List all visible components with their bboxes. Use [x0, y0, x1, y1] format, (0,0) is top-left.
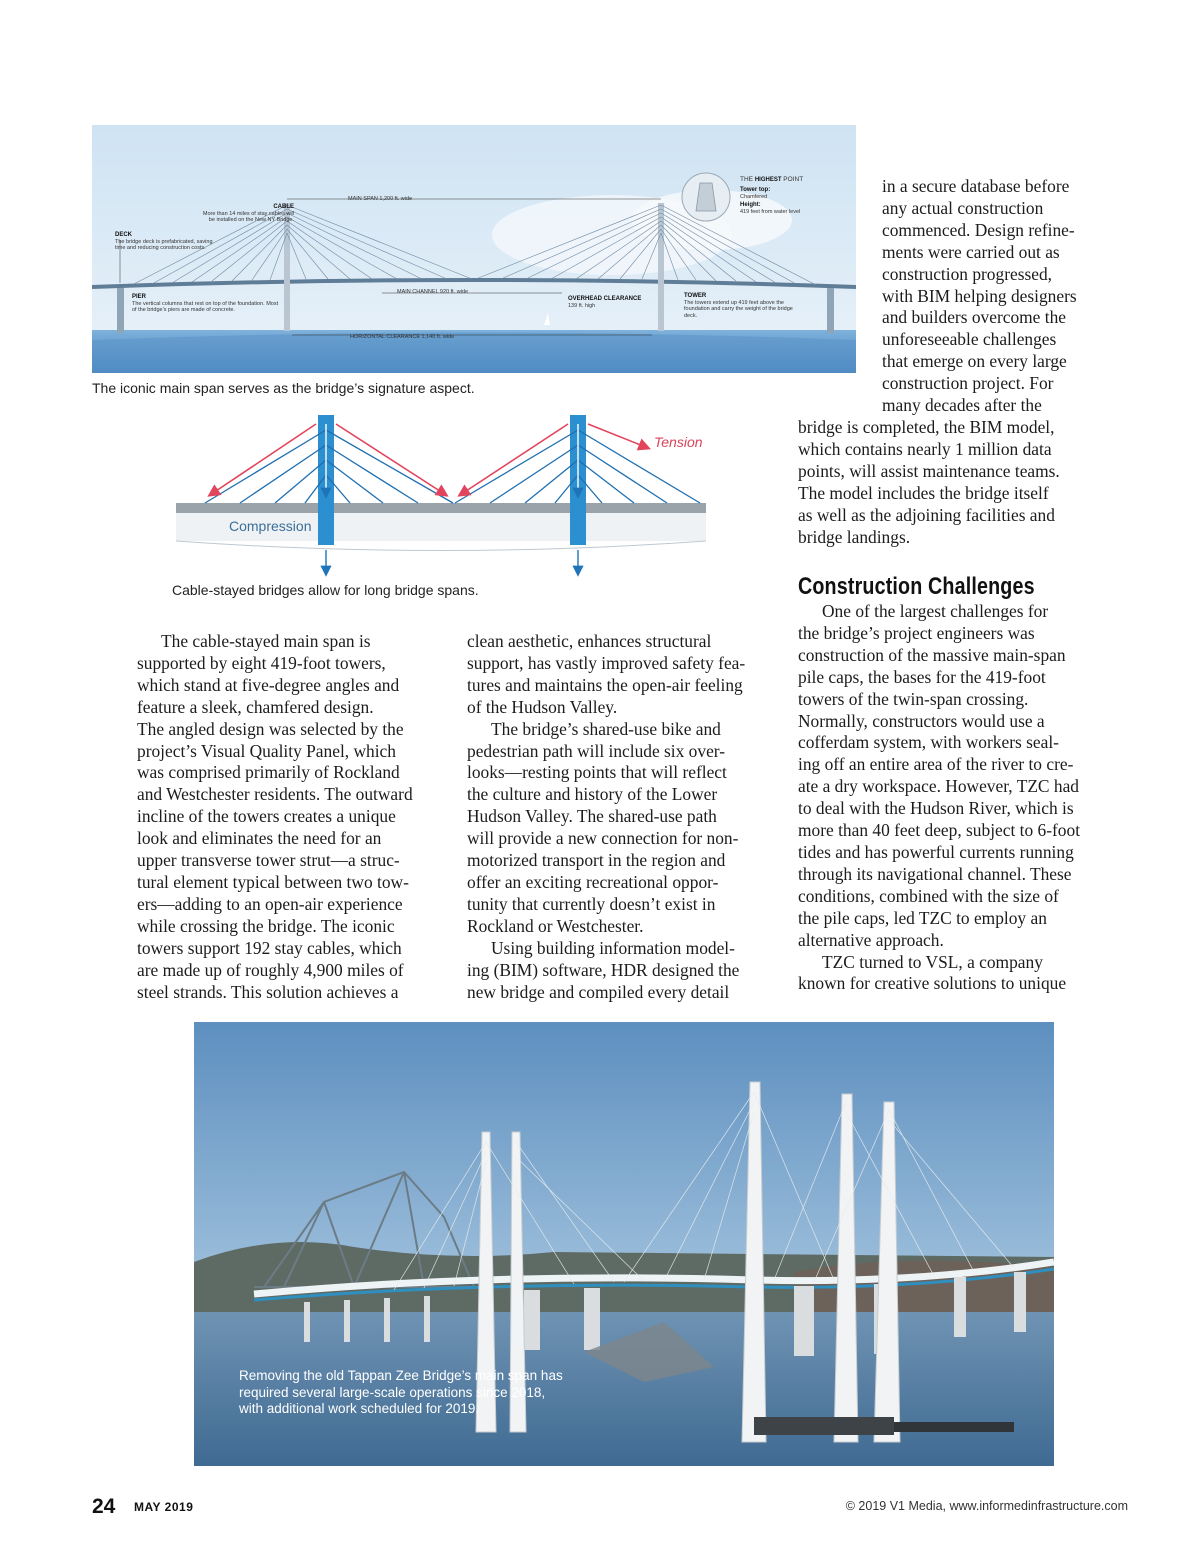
bridge-infographic	[92, 125, 856, 373]
tower-top-text: Chamfered	[740, 193, 768, 200]
text-line: unforeseeable challenges	[882, 329, 1057, 350]
tower-callout	[684, 293, 794, 319]
text-line: through its navigational channel. These	[798, 863, 1072, 884]
text-line: project’s Visual Quality Panel, which	[137, 740, 396, 761]
photo-caption-line: with additional work scheduled for 2019.	[239, 1401, 480, 1416]
text-line: many decades after the	[882, 395, 1042, 416]
text-line: tunity that currently doesn’t exist in	[467, 893, 716, 914]
text-line: alternative approach.	[798, 929, 944, 950]
tower-callout-text: The towers extend up 419 feet above the foundation and carry the weight of the bridge deck.	[684, 299, 793, 319]
figure2-caption: Cable-stayed bridges allow for long bridge spans.	[172, 582, 479, 598]
tower-top-title: Tower top:	[740, 187, 771, 193]
compression-label: Compression	[229, 518, 312, 534]
text-line: with BIM helping designers	[882, 285, 1077, 306]
col2-paragraph-3	[467, 938, 787, 1004]
section-heading: Construction Challenges	[798, 573, 1035, 600]
tension-label: Tension	[654, 434, 703, 450]
text-line: supported by eight 419-foot towers,	[137, 652, 386, 673]
text-line: pile caps, the bases for the 419-foot	[798, 666, 1046, 687]
height-title: Height:	[740, 202, 761, 208]
text-line: while crossing the bridge. The iconic	[137, 915, 395, 936]
text-line: commenced. Design refine-	[882, 219, 1075, 240]
text-line: construction of the massive main-span	[798, 644, 1066, 665]
text-line: ing (BIM) software, HDR designed the	[467, 959, 740, 980]
deck-callout	[115, 232, 219, 252]
text-line: Normally, constructors would use a	[798, 710, 1045, 731]
text-line: incline of the towers creates a unique	[137, 806, 396, 827]
height-text: 419 feet from water level	[740, 208, 801, 215]
text-line: any actual construction	[882, 197, 1044, 218]
text-line: One of the largest challenges for	[822, 601, 1049, 621]
text-line: bridge landings.	[798, 526, 911, 547]
pier-callout-text: The vertical columns that rest on top of the foundation. Most of the bridge’s piers are made of concrete.	[132, 300, 279, 313]
text-line: tural element typical between two tow-	[137, 871, 409, 892]
text-line: ers—adding to an open-air experience	[137, 893, 403, 914]
issue-date: MAY 2019	[134, 1500, 194, 1514]
col2-paragraph-1	[467, 631, 787, 719]
text-line: Hudson Valley. The shared-use path	[467, 806, 717, 827]
text-line: feature a sleek, chamfered design.	[137, 696, 374, 717]
col1-paragraph	[137, 631, 457, 1003]
deck-callout-title: DECK	[115, 232, 133, 238]
text-line: Using building information model-	[491, 937, 735, 958]
text-line: ments were carried out as	[882, 241, 1060, 262]
highest-point-callout	[740, 176, 850, 215]
text-line: ate a dry workspace. However, TZC had	[798, 776, 1079, 797]
text-line: The angled design was selected by the	[137, 718, 404, 739]
text-line: motorized transport in the region and	[467, 850, 726, 871]
text-line: construction progressed,	[882, 263, 1053, 284]
text-line: pedestrian path will include six over-	[467, 740, 726, 761]
horizontal-clearance-label: HORIZONTAL CLEARANCE 1,140 ft. wide	[350, 334, 455, 340]
tower-callout-title: TOWER	[684, 293, 707, 299]
column-2	[467, 631, 787, 1003]
text-line: new bridge and compiled every detail	[467, 981, 730, 1002]
column-3-top-wide	[798, 417, 1118, 548]
text-line: construction project. For	[882, 373, 1054, 394]
pier-callout	[132, 294, 282, 314]
overhead-clearance-callout	[568, 296, 658, 309]
text-line: ing off an entire area of the river to cre-	[798, 754, 1074, 775]
text-line: offer an exciting recreational oppor-	[467, 871, 719, 892]
text-line: cofferdam system, with workers seal-	[798, 732, 1059, 753]
text-line: Rockland or Westchester.	[467, 915, 644, 936]
text-line: was comprised primarily of Rockland	[137, 762, 400, 783]
column-1	[137, 631, 457, 1003]
col3-paragraph-1	[798, 601, 1118, 952]
copyright-notice: © 2019 V1 Media, www.informedinfrastructure.com	[845, 1499, 1128, 1513]
text-line: which stand at five-degree angles and	[137, 674, 400, 695]
text-line: as well as the adjoining facilities and	[798, 504, 1055, 525]
text-line: The model includes the bridge itself	[798, 482, 1049, 503]
text-line: TZC turned to VSL, a company	[822, 951, 1043, 972]
photo-caption	[239, 1368, 563, 1418]
text-line: bridge is completed, the BIM model,	[798, 417, 1055, 437]
cable-stayed-diagram-drawing	[170, 410, 730, 580]
cable-stayed-diagram	[170, 410, 730, 580]
text-line: support, has vastly improved safety fea-	[467, 652, 746, 673]
highest-point-suffix: POINT	[783, 176, 804, 183]
text-line: upper transverse tower strut—a struc-	[137, 850, 400, 871]
text-line: the culture and history of the Lower	[467, 784, 718, 805]
text-line: and Westchester residents. The outward	[137, 784, 413, 805]
overhead-clearance-text: 139 ft. high	[568, 302, 596, 309]
column-3-top-narrow	[882, 176, 1112, 417]
text-line: towers support 192 stay cables, which	[137, 937, 402, 958]
cable-callout-text: More than 14 miles of stay cables will be installed on the New NY Bridge.	[202, 210, 294, 223]
col3-paragraph-2	[798, 952, 1118, 996]
text-line: more than 40 feet deep, subject to 6-foot	[798, 820, 1081, 841]
column-3-body	[798, 601, 1118, 995]
overhead-clearance-title: OVERHEAD CLEARANCE	[568, 296, 642, 302]
deck-callout-text: The bridge deck is prefabricated, saving time and reducing construction costs.	[115, 238, 213, 251]
text-line: The cable-stayed main span is	[161, 631, 371, 651]
bridge-photo	[194, 1022, 1054, 1466]
photo-caption-line: Removing the old Tappan Zee Bridge’s main span has	[239, 1368, 563, 1383]
text-line: that emerge on every large	[882, 351, 1067, 372]
text-line: in a secure database before	[882, 176, 1070, 196]
text-line: tides and has powerful currents running	[798, 841, 1074, 862]
text-line: the pile caps, led TZC to employ an	[798, 907, 1047, 928]
highest-point-bold: HIGHEST	[754, 177, 782, 183]
page-number: 24	[92, 1495, 116, 1518]
text-line: are made up of roughly 4,900 miles of	[137, 959, 404, 980]
main-channel-label: MAIN CHANNEL 920 ft. wide	[397, 289, 469, 295]
text-line: looks—resting points that will reflect	[467, 762, 727, 783]
text-line: conditions, combined with the size of	[798, 885, 1059, 906]
text-line: to deal with the Hudson River, which is	[798, 798, 1074, 819]
text-line: The bridge’s shared-use bike and	[491, 718, 721, 739]
highest-point-prefix: THE	[740, 176, 753, 183]
cable-callout	[202, 204, 294, 224]
text-line: and builders overcome the	[882, 307, 1066, 328]
main-span-label: MAIN SPAN 1,200 ft. wide	[348, 196, 413, 202]
text-line: of the Hudson Valley.	[467, 696, 618, 717]
text-line: will provide a new connection for non-	[467, 828, 739, 849]
text-line: towers of the twin-span crossing.	[798, 688, 1029, 709]
text-line: known for creative solutions to unique	[798, 973, 1067, 994]
cable-callout-title: CABLE	[273, 204, 294, 210]
col2-paragraph-2	[467, 719, 787, 938]
text-line: which contains nearly 1 million data	[798, 438, 1052, 459]
photo-caption-line: required several large-scale operations since 2018,	[239, 1384, 546, 1400]
text-line: tures and maintains the open-air feeling	[467, 674, 743, 695]
text-line: the bridge’s project engineers was	[798, 622, 1035, 643]
pier-callout-title: PIER	[132, 294, 147, 300]
text-line: look and eliminates the need for an	[137, 828, 382, 849]
text-line: points, will assist maintenance teams.	[798, 460, 1060, 481]
text-line: steel strands. This solution achieves a	[137, 981, 399, 1002]
text-line: clean aesthetic, enhances structural	[467, 631, 712, 651]
figure1-caption: The iconic main span serves as the bridge’s signature aspect.	[92, 380, 475, 396]
